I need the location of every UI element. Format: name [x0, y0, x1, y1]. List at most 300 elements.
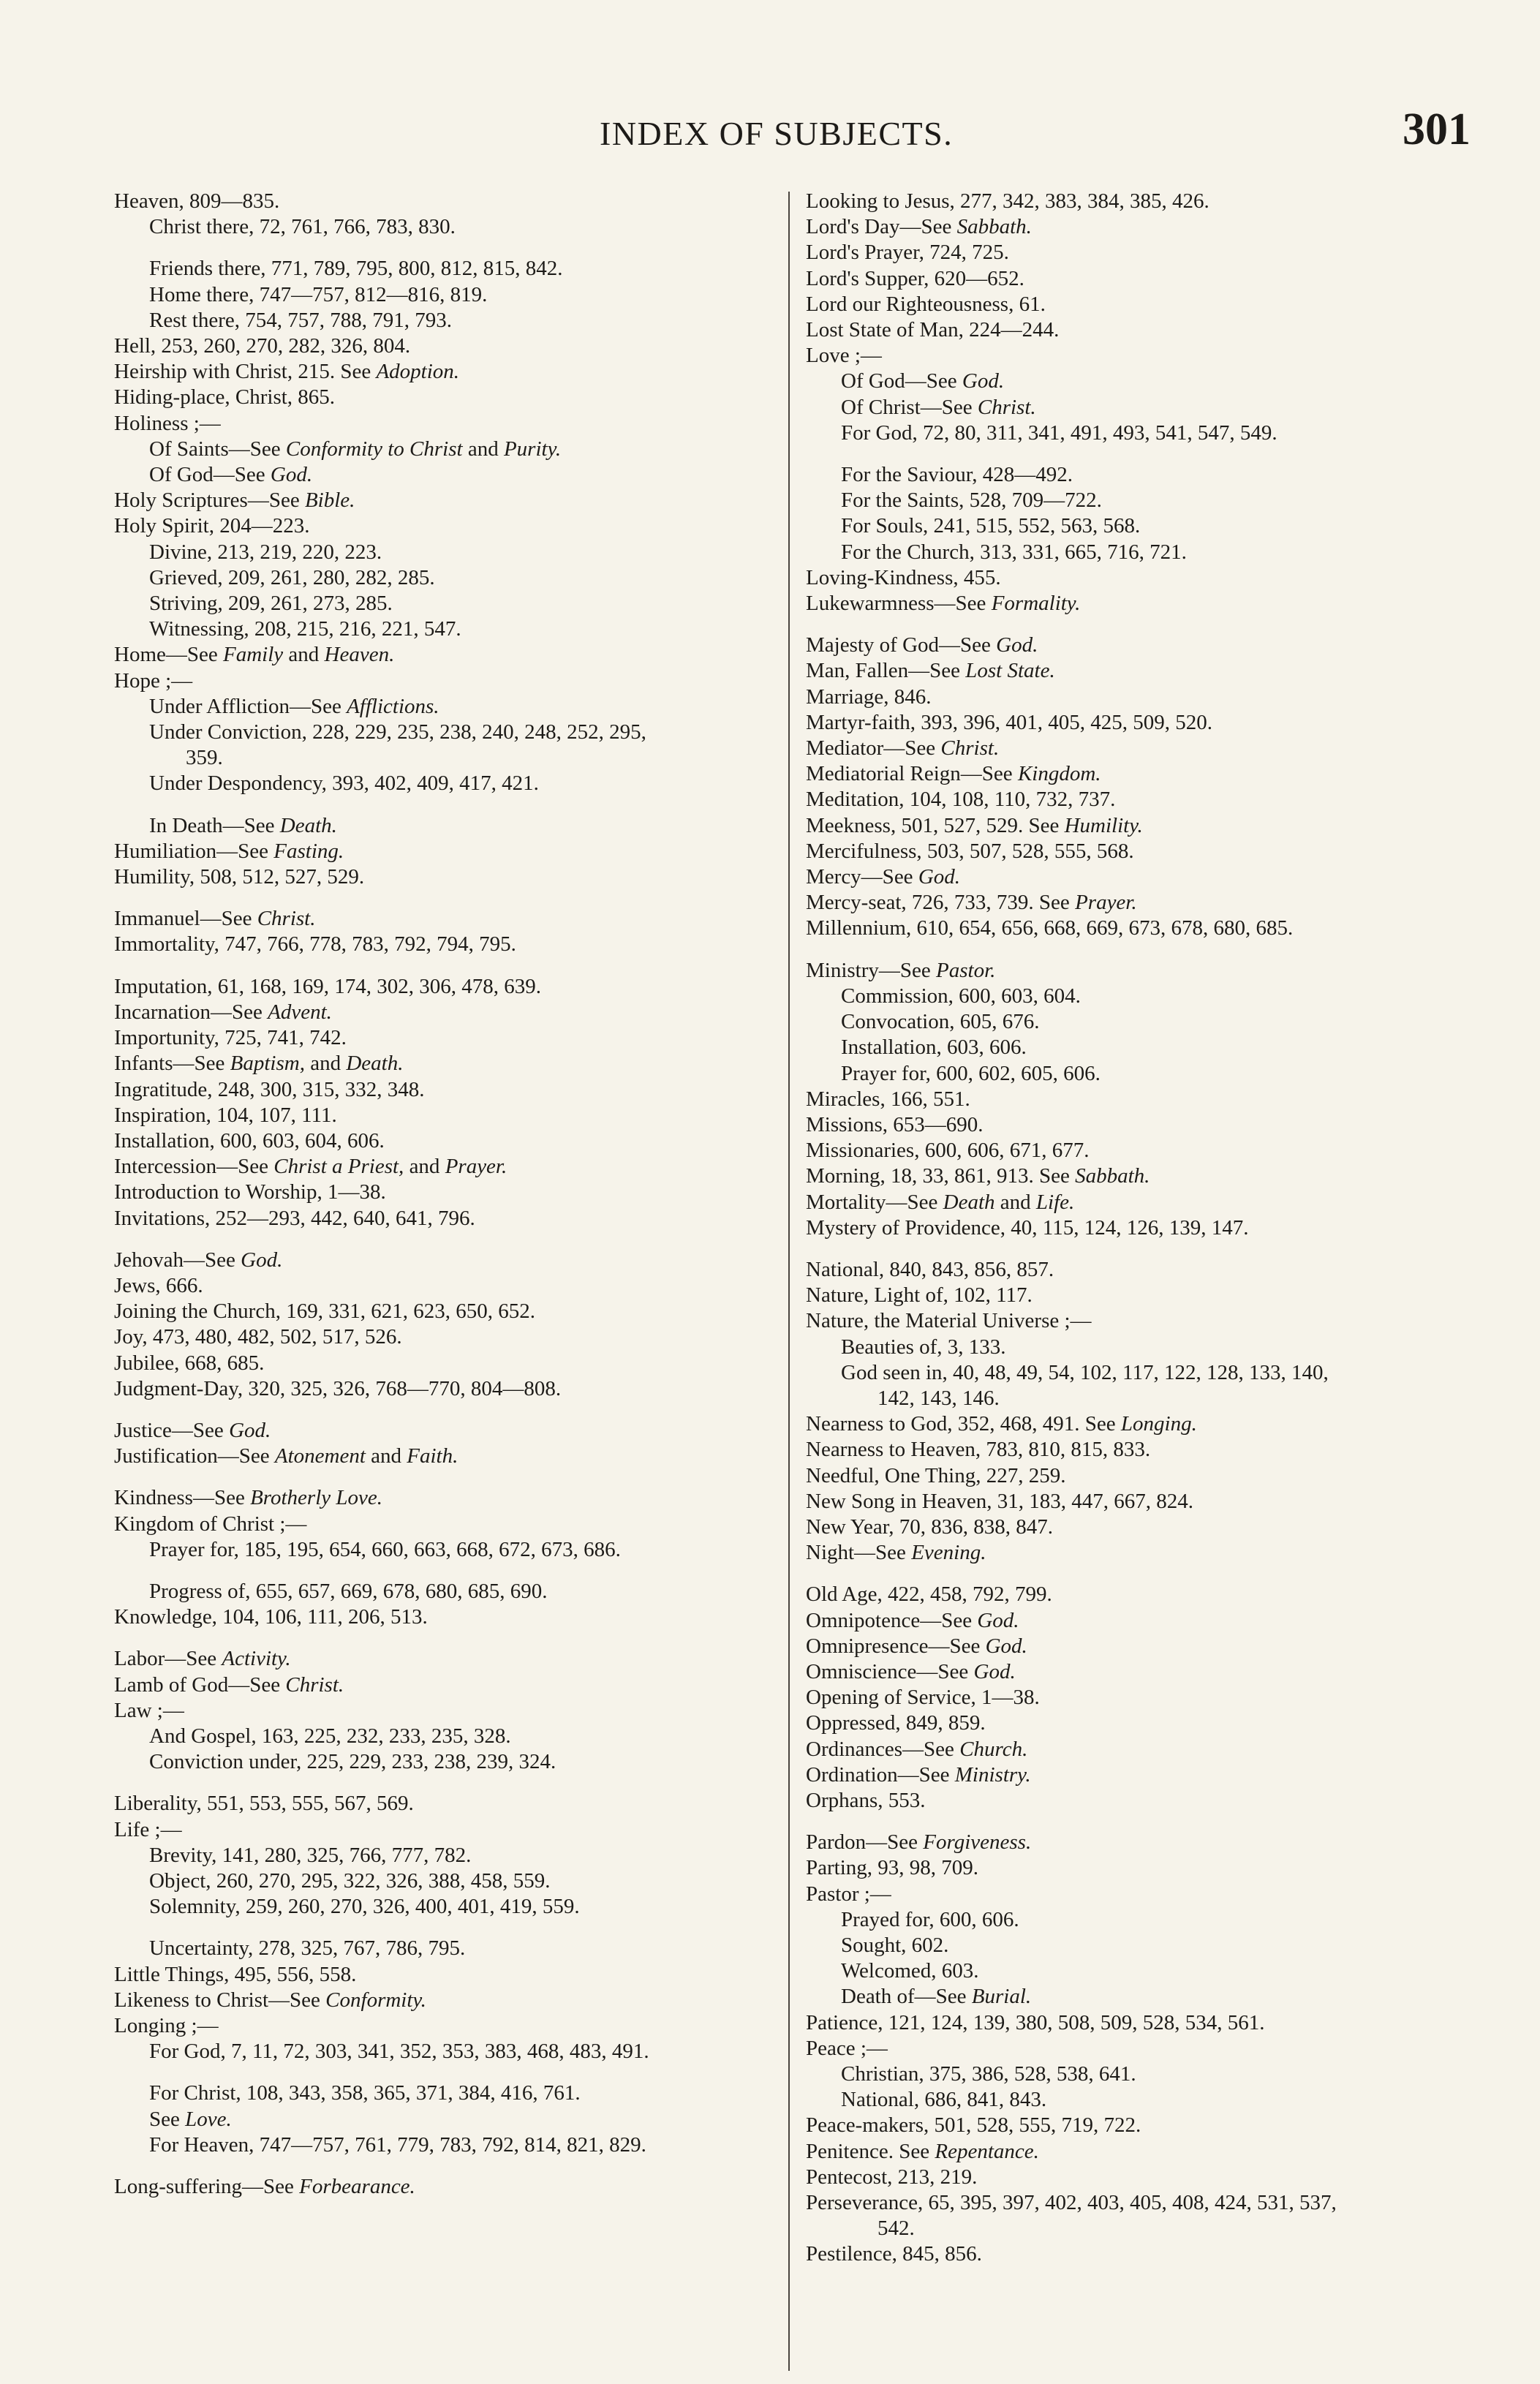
entry-text: Mortality—See [806, 1190, 943, 1214]
index-entry [806, 266, 1464, 292]
index-entry [114, 1000, 772, 1025]
entry-text: Object, 260, 270, 295, 322, 326, 388, 458, 559. [149, 1868, 551, 1893]
cross-reference: God. [241, 1248, 283, 1272]
entry-text: Omnipotence—See [806, 1608, 978, 1632]
index-entry [114, 932, 772, 957]
cross-reference: God. [977, 1608, 1019, 1632]
index-entry [114, 1206, 772, 1231]
index-entry [806, 1855, 1464, 1881]
index-entry [806, 2113, 1464, 2138]
index-entry [114, 1537, 772, 1563]
index-entry [806, 395, 1464, 420]
entry-text: Humiliation—See [114, 839, 274, 863]
entry-text: Death of—See [841, 1985, 972, 2009]
entry-text: Commission, 600, 603, 604. [841, 984, 1081, 1008]
index-entry [806, 513, 1464, 539]
cross-reference: Burial. [971, 1985, 1032, 2009]
index-column-right [806, 189, 1464, 2268]
index-entry [806, 591, 1464, 616]
entry-text: Christ there, 72, 761, 766, 783, 830. [149, 215, 456, 239]
index-entry [806, 1009, 1464, 1035]
entry-text: Hope ;— [114, 668, 193, 693]
entry-text: Jews, 666. [114, 1273, 203, 1297]
entry-text: Morning, 18, 33, 861, 913. See [806, 1164, 1076, 1188]
index-entry [806, 864, 1464, 890]
entry-text: and [304, 1052, 347, 1076]
cross-reference: Repentance. [935, 2139, 1039, 2163]
index-entry [806, 540, 1464, 565]
index-entry [806, 813, 1464, 839]
entry-text: Peace ;— [806, 2036, 888, 2060]
entry-text: Under Affliction—See [149, 694, 347, 718]
index-entry [806, 1386, 1464, 1411]
index-entry [114, 839, 772, 864]
entry-text: Home—See [114, 643, 223, 667]
entry-text: Immanuel—See [114, 907, 257, 931]
index-entry [806, 1215, 1464, 1241]
entry-text: Installation, 603, 606. [841, 1036, 1027, 1060]
entry-text: Holy Spirit, 204—223. [114, 514, 310, 538]
entry-text: Omnipresence—See [806, 1634, 986, 1658]
entry-text: Nature, the Material Universe ;— [806, 1309, 1092, 1333]
index-entry [806, 1882, 1464, 1907]
index-entry [806, 317, 1464, 343]
entry-text: Likeness to Christ—See [114, 1988, 326, 2012]
index-entry [114, 1154, 772, 1180]
entry-text: Prayer for, 600, 602, 605, 606. [841, 1061, 1101, 1085]
entry-text: For the Saviour, 428—492. [841, 463, 1073, 487]
entry-text: Intercession—See [114, 1155, 274, 1179]
index-entry [114, 720, 772, 745]
entry-text: Longing ;— [114, 2014, 219, 2037]
entry-text: Mediatorial Reign—See [806, 762, 1018, 786]
entry-text: In Death—See [149, 813, 280, 837]
cross-reference: Heaven. [324, 643, 395, 667]
entry-text: Striving, 209, 261, 273, 285. [149, 592, 393, 616]
page-number: 301 [1403, 105, 1471, 154]
index-entry [114, 1868, 772, 1894]
index-entry [114, 2081, 772, 2106]
cross-reference: Life. [1035, 1190, 1075, 1214]
index-entry [806, 2010, 1464, 2036]
entry-text: Under Conviction, 228, 229, 235, 238, 240, 248, 252, 295, [149, 720, 646, 744]
entry-text: Love ;— [806, 344, 882, 368]
entry-text: Of God—See [841, 369, 962, 393]
cross-reference: Atonement [274, 1444, 366, 1468]
index-entry [114, 1128, 772, 1154]
index-entry [114, 214, 772, 240]
cross-reference: Longing. [1120, 1412, 1197, 1436]
cross-reference: Forbearance. [299, 2175, 415, 2199]
index-entry [806, 1035, 1464, 1060]
entry-text: Friends there, 771, 789, 795, 800, 812, 815, 842. [149, 257, 563, 281]
index-entry [114, 513, 772, 539]
entry-text: Beauties of, 3, 133. [841, 1335, 1006, 1359]
entry-text: Missionaries, 600, 606, 671, 677. [806, 1139, 1090, 1163]
index-entry [806, 240, 1464, 265]
entry-text: Pentecost, 213, 219. [806, 2165, 978, 2189]
entry-text: Sought, 602. [841, 1934, 949, 1957]
index-entry [806, 1830, 1464, 1855]
index-entry [114, 813, 772, 839]
index-entry [114, 1324, 772, 1350]
entry-text: Convocation, 605, 676. [841, 1010, 1040, 1034]
entry-text: See [149, 2107, 186, 2131]
entry-text: Infants—See [114, 1052, 230, 1076]
entry-text: Man, Fallen—See [806, 659, 966, 683]
index-entry [806, 1190, 1464, 1215]
cross-reference: Kingdom. [1017, 762, 1101, 786]
index-entry [806, 1335, 1464, 1360]
index-entry [114, 437, 772, 462]
index-entry [114, 2107, 772, 2132]
entry-text: Lord's Supper, 620—652. [806, 266, 1024, 290]
index-entry [114, 591, 772, 616]
entry-text: Meditation, 104, 108, 110, 732, 737. [806, 788, 1116, 812]
entry-text: Old Age, 422, 458, 792, 799. [806, 1583, 1052, 1607]
entry-text: Nearness to Heaven, 783, 810, 815, 833. [806, 1438, 1151, 1462]
index-entry [114, 1749, 772, 1775]
entry-text: Omniscience—See [806, 1659, 974, 1683]
cross-reference: Christ a Priest, [273, 1155, 404, 1179]
entry-text: God seen in, 40, 48, 49, 54, 102, 117, 122, 128, 133, 140, [841, 1360, 1329, 1384]
entry-text: Law ;— [114, 1698, 184, 1722]
index-entry [806, 462, 1464, 488]
index-entry [114, 771, 772, 796]
cross-reference: Adoption. [376, 360, 460, 384]
index-entry [114, 642, 772, 668]
cross-reference: Lost State. [965, 659, 1055, 683]
entry-text: Installation, 600, 603, 604, 606. [114, 1128, 385, 1153]
index-entry [806, 1540, 1464, 1566]
index-entry [114, 1936, 772, 1961]
entry-text: Invitations, 252—293, 442, 640, 641, 796. [114, 1206, 475, 1230]
index-entry [114, 1791, 772, 1817]
entry-text: Looking to Jesus, 277, 342, 383, 384, 385, 426. [806, 189, 1209, 213]
entry-text: Of Saints—See [149, 437, 286, 461]
index-entry [114, 462, 772, 488]
entry-text: Brevity, 141, 280, 325, 766, 777, 782. [149, 1843, 472, 1867]
entry-text: Justification—See [114, 1444, 275, 1468]
entry-text: New Year, 70, 836, 838, 847. [806, 1514, 1053, 1539]
cross-reference: Prayer. [445, 1155, 507, 1179]
cross-reference: God. [270, 463, 313, 487]
cross-reference: Death. [279, 813, 337, 837]
index-entry [806, 1112, 1464, 1138]
index-entry [114, 1962, 772, 1988]
index-entry [806, 1710, 1464, 1736]
entry-text: Welcomed, 603. [841, 1959, 979, 1983]
index-entry [114, 1604, 772, 1630]
index-entry [114, 1724, 772, 1749]
index-entry [114, 282, 772, 308]
entry-text: Needful, One Thing, 227, 259. [806, 1463, 1066, 1487]
entry-text: Kindness—See [114, 1486, 251, 1510]
entry-text: Lord's Prayer, 724, 725. [806, 241, 1009, 265]
index-entry [114, 974, 772, 1000]
entry-text: Heaven, 809—835. [114, 189, 280, 213]
index-entry [806, 1087, 1464, 1112]
index-entry [806, 214, 1464, 240]
index-entry [806, 1582, 1464, 1607]
index-entry [114, 1051, 772, 1076]
index-entry [806, 343, 1464, 369]
entry-text: For the Saints, 528, 709—722. [841, 489, 1102, 513]
cross-reference: Christ. [285, 1672, 344, 1697]
index-entry [806, 1308, 1464, 1334]
index-entry [114, 864, 772, 890]
index-entry [806, 1163, 1464, 1189]
entry-text: Grieved, 209, 261, 280, 282, 285. [149, 565, 435, 589]
entry-text: Jehovah—See [114, 1248, 241, 1272]
entry-text: Pastor ;— [806, 1882, 891, 1906]
cross-reference: God. [229, 1418, 271, 1442]
index-entry [114, 1485, 772, 1511]
entry-text: Patience, 121, 124, 139, 380, 508, 509, 528, 534, 561. [806, 2010, 1265, 2034]
entry-text: Nature, Light of, 102, 117. [806, 1283, 1033, 1308]
cross-reference: God. [985, 1634, 1027, 1658]
index-entry [806, 684, 1464, 710]
index-entry [806, 1762, 1464, 1788]
entry-text: Pestilence, 845, 856. [806, 2242, 982, 2266]
cross-reference: Conformity. [325, 1988, 426, 2012]
entry-text: Solemnity, 259, 260, 270, 326, 400, 401, 419, 559. [149, 1895, 580, 1919]
entry-text: Humility, 508, 512, 527, 529. [114, 865, 365, 889]
index-entry [806, 890, 1464, 916]
entry-text: Meekness, 501, 527, 529. See [806, 813, 1065, 837]
cross-reference: Activity. [222, 1647, 291, 1671]
cross-reference: Christ. [940, 736, 1000, 761]
index-entry [806, 2190, 1464, 2216]
index-entry [806, 189, 1464, 214]
entry-text: Christian, 375, 386, 528, 538, 641. [841, 2062, 1136, 2086]
entry-text: Hell, 253, 260, 270, 282, 326, 804. [114, 334, 411, 358]
entry-text: Immortality, 747, 766, 778, 783, 792, 794, 795. [114, 932, 516, 957]
index-entry [114, 359, 772, 385]
index-entry [806, 839, 1464, 864]
cross-reference: Formality. [991, 592, 1081, 616]
index-entry [806, 1514, 1464, 1540]
running-head: INDEX OF SUBJECTS. [600, 115, 954, 152]
entry-text: Lost State of Man, 224—244. [806, 318, 1060, 342]
cross-reference: God. [973, 1659, 1016, 1683]
index-entry [114, 1418, 772, 1444]
index-entry [114, 1299, 772, 1324]
entry-text: Parting, 93, 98, 709. [806, 1856, 979, 1880]
index-entry [806, 2087, 1464, 2113]
entry-text: Life ;— [114, 1817, 182, 1841]
entry-text: Mercy-seat, 726, 733, 739. See [806, 891, 1076, 915]
index-entry [114, 411, 772, 437]
index-entry [114, 1180, 772, 1205]
index-entry [114, 1698, 772, 1724]
entry-text: And Gospel, 163, 225, 232, 233, 235, 328. [149, 1724, 511, 1748]
entry-text: Opening of Service, 1—38. [806, 1686, 1040, 1710]
cross-reference: Love. [185, 2107, 232, 2131]
entry-text: Jubilee, 668, 685. [114, 1351, 265, 1375]
index-entry [806, 1257, 1464, 1283]
entry-text: Joy, 473, 480, 482, 502, 517, 526. [114, 1325, 402, 1349]
index-entry [114, 1376, 772, 1402]
entry-text: Peace-makers, 501, 528, 555, 719, 722. [806, 2113, 1141, 2138]
index-entry [114, 1248, 772, 1273]
cross-reference: Family [223, 643, 284, 667]
cross-reference: Fasting. [273, 839, 344, 863]
index-entry [806, 2216, 1464, 2241]
entry-text: 142, 143, 146. [877, 1386, 1000, 1410]
index-entry [806, 787, 1464, 812]
entry-text: Justice—See [114, 1418, 230, 1442]
cross-reference: Death. [346, 1052, 404, 1076]
index-entry [806, 1737, 1464, 1762]
entry-text: and [404, 1155, 445, 1179]
index-entry [806, 1437, 1464, 1463]
entry-text: Hiding-place, Christ, 865. [114, 385, 336, 410]
entry-text: For God, 72, 80, 311, 341, 491, 493, 541, 547, 549. [841, 420, 1277, 445]
cross-reference: Afflictions. [347, 694, 439, 718]
index-entry [114, 1512, 772, 1537]
cross-reference: Sabbath. [1075, 1164, 1150, 1188]
entry-text: Orphans, 553. [806, 1788, 926, 1812]
index-entry [806, 1659, 1464, 1685]
index-entry [806, 633, 1464, 658]
entry-text: Ordinances—See [806, 1737, 960, 1761]
index-entry [806, 565, 1464, 591]
index-entry [806, 736, 1464, 761]
entry-text: Conviction under, 225, 229, 233, 238, 239, 324. [149, 1750, 556, 1774]
index-entry [806, 1489, 1464, 1514]
cross-reference: God. [996, 633, 1038, 657]
index-entry [114, 256, 772, 282]
index-entry [806, 1634, 1464, 1659]
cross-reference: Church. [959, 1737, 1028, 1761]
index-entry [114, 488, 772, 513]
index-entry [806, 710, 1464, 736]
entry-text: Millennium, 610, 654, 656, 668, 669, 673, 678, 680, 685. [806, 916, 1294, 940]
entry-text: Holiness ;— [114, 411, 221, 435]
entry-text: Incarnation—See [114, 1000, 268, 1024]
entry-text: For the Church, 313, 331, 665, 716, 721. [841, 540, 1187, 564]
entry-text: Heirship with Christ, 215. See [114, 360, 377, 384]
index-entry [806, 1283, 1464, 1308]
cross-reference: Faith. [407, 1444, 458, 1468]
entry-text: For God, 7, 11, 72, 303, 341, 352, 353, 383, 468, 483, 491. [149, 2040, 649, 2064]
cross-reference: Bible. [304, 489, 355, 513]
index-entry [806, 916, 1464, 941]
index-entry [806, 488, 1464, 513]
cross-reference: Purity. [503, 437, 562, 461]
entry-text: Witnessing, 208, 215, 216, 221, 547. [149, 617, 461, 641]
entry-text: Pardon—See [806, 1830, 924, 1855]
index-entry [114, 906, 772, 932]
index-entry [114, 308, 772, 333]
index-entry [806, 1907, 1464, 1933]
entry-text: 542. [877, 2217, 915, 2241]
index-entry [114, 1672, 772, 1698]
entry-text: Lord our Righteousness, 61. [806, 292, 1046, 316]
cross-reference: God. [962, 369, 1005, 393]
index-entry [114, 1894, 772, 1920]
entry-text: and [994, 1190, 1036, 1214]
index-entry [114, 1273, 772, 1299]
cross-reference: Humility. [1064, 813, 1143, 837]
entry-text: Importunity, 725, 741, 742. [114, 1026, 347, 1050]
entry-text: Under Despondency, 393, 402, 409, 417, 421. [149, 772, 539, 796]
index-entry [806, 2165, 1464, 2190]
cross-reference: Christ. [977, 395, 1036, 419]
entry-text: Liberality, 551, 553, 555, 567, 569. [114, 1792, 414, 1816]
index-entry [806, 1138, 1464, 1163]
index-entry [114, 2039, 772, 2064]
entry-text: Lukewarmness—See [806, 592, 992, 616]
entry-text: and [365, 1444, 407, 1468]
entry-text: Joining the Church, 169, 331, 621, 623, 650, 652. [114, 1299, 535, 1324]
index-column-left [114, 189, 772, 2200]
column-divider [788, 192, 790, 2371]
entry-text: Nearness to God, 352, 468, 491. See [806, 1412, 1121, 1436]
index-entry [806, 1788, 1464, 1814]
entry-text: Uncertainty, 278, 325, 767, 786, 795. [149, 1936, 466, 1961]
index-entry [806, 1061, 1464, 1087]
index-entry [114, 1077, 772, 1103]
entry-text: Mediator—See [806, 736, 941, 761]
index-entry [806, 761, 1464, 787]
index-entry [806, 369, 1464, 394]
index-entry [114, 1988, 772, 2013]
entry-text: Oppressed, 849, 859. [806, 1711, 986, 1735]
entry-text: Majesty of God—See [806, 633, 997, 657]
index-entry [114, 1103, 772, 1128]
index-entry [806, 658, 1464, 684]
entry-text: Progress of, 655, 657, 669, 678, 680, 685, 690. [149, 1579, 548, 1603]
index-entry [806, 1463, 1464, 1489]
entry-text: Labor—See [114, 1647, 222, 1671]
index-entry [114, 1351, 772, 1376]
entry-text: Prayed for, 600, 606. [841, 1907, 1019, 1931]
index-entry [114, 668, 772, 694]
cross-reference: Forgiveness. [923, 1830, 1032, 1855]
entry-text: Home there, 747—757, 812—816, 819. [149, 282, 488, 306]
index-entry [114, 1646, 772, 1672]
cross-reference: Brotherly Love. [250, 1486, 383, 1510]
index-entry [806, 1411, 1464, 1437]
page-header [0, 102, 1540, 161]
index-entry [806, 2036, 1464, 2062]
cross-reference: Prayer. [1075, 891, 1137, 915]
cross-reference: Christ. [257, 907, 316, 931]
entry-text: Loving-Kindness, 455. [806, 565, 1001, 589]
entry-text: and [462, 437, 504, 461]
entry-text: Knowledge, 104, 106, 111, 206, 513. [114, 1605, 428, 1629]
index-entry [114, 616, 772, 642]
entry-text: For Heaven, 747—757, 761, 779, 783, 792, 814, 821, 829. [149, 2132, 646, 2157]
index-entry [114, 565, 772, 591]
entry-text: Kingdom of Christ ;— [114, 1512, 307, 1536]
cross-reference: Ministry. [954, 1762, 1031, 1787]
entry-text: Little Things, 495, 556, 558. [114, 1962, 357, 1986]
index-entry [114, 1817, 772, 1843]
index-entry [806, 984, 1464, 1009]
entry-text: Mercifulness, 503, 507, 528, 555, 568. [806, 839, 1134, 863]
index-entry [806, 1685, 1464, 1710]
index-entry [114, 1579, 772, 1604]
index-entry [806, 292, 1464, 317]
entry-text: Missions, 653—690. [806, 1112, 984, 1136]
index-entry [114, 385, 772, 410]
index-entry [806, 2241, 1464, 2267]
cross-reference: Baptism, [230, 1052, 305, 1076]
index-entry [114, 333, 772, 359]
